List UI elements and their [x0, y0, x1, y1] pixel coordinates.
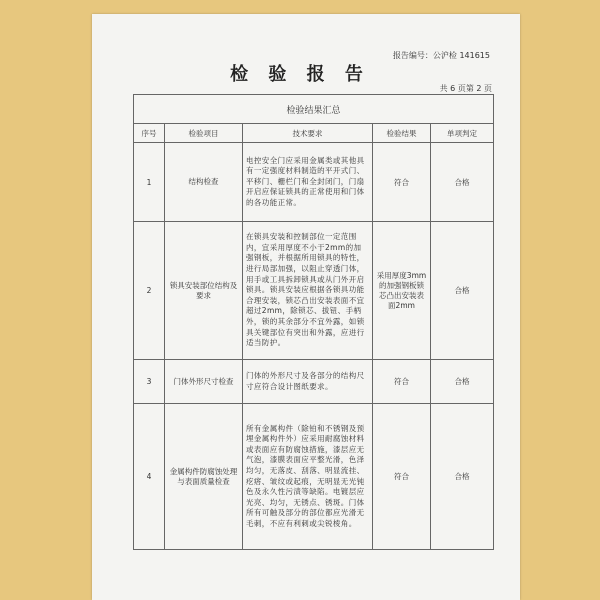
- item-verdict: 合格: [431, 222, 494, 360]
- row-number: 1: [134, 143, 165, 222]
- inspection-result: 符合: [373, 360, 431, 404]
- report-title: 检 验 报 告: [230, 64, 370, 85]
- inspection-result: 符合: [373, 143, 431, 222]
- column-header-requirement: 技术要求: [243, 124, 373, 143]
- inspection-item: 锁具安装部位结构及要求: [165, 222, 243, 360]
- column-header-result: 检验结果: [373, 124, 431, 143]
- inspection-item: 门体外形尺寸检查: [165, 360, 243, 404]
- item-verdict: 合格: [431, 360, 494, 404]
- table-row: [134, 404, 494, 550]
- table-caption: 检验结果汇总: [134, 95, 494, 124]
- inspection-item: 结构检查: [165, 143, 243, 222]
- inspection-item: 金属构件防腐蚀处理与表面质量检查: [165, 404, 243, 550]
- row-number: 4: [134, 404, 165, 550]
- technical-requirement: 电控安全门应采用金属类或其他具有一定强度材料制造的平开式门、平移门、栅栏门和全封闭门，门扇开启应保证锁具的正常使用和门体的各功能正常。: [243, 143, 373, 222]
- technical-requirement: 在锁具安装和控制部位一定范围内，宜采用厚度不小于2mm的加强钢板，并根据所用锁具的特性，进行局部加强，以阻止穿透门体，用手或工具拆卸锁具或从门外开启锁具。锁具安装应根据各锁具功能合理安装，锁芯凸出安装表面不宜超过2mm，除锁芯、拔钮、手柄外，锁的其余部分不宜外露，如锁具关键部位有突出和外露，应进行适当防护。: [243, 222, 373, 360]
- table-header-row: [134, 124, 494, 143]
- row-number: 3: [134, 360, 165, 404]
- item-verdict: 合格: [431, 143, 494, 222]
- inspection-result: 符合: [373, 404, 431, 550]
- page-counter: 共 6 页第 2 页: [439, 84, 492, 93]
- results-summary-table: [133, 94, 494, 550]
- inspection-result: 采用厚度3mm的加强钢板锁芯凸出安装表面2mm: [373, 222, 431, 360]
- column-header-no: 序号: [134, 124, 165, 143]
- row-number: 2: [134, 222, 165, 360]
- item-verdict: 合格: [431, 404, 494, 550]
- technical-requirement: 门体的外形尺寸及各部分的结构尺寸应符合设计图纸要求。: [243, 360, 373, 404]
- column-header-item: 检验项目: [165, 124, 243, 143]
- technical-requirement: 所有金属构件（除铂和不锈钢及预埋金属构件外）应采用耐腐蚀材料或表面应有防腐蚀措施，漆层应无气泡，漆膜表面应平整光滑，色泽均匀，无落皮、刮落、明显流挂、疙瘩、皱纹或起痕，无明显无光钝色及永久性污渍等缺陷。电镀层应光亮、均匀，无锈点、锈斑。门体所有可触及部分的部位都应光滑无毛刺，不应有利刺或尖锐棱角。: [243, 404, 373, 550]
- report-number: 报告编号：公沪检 141615: [392, 51, 490, 60]
- column-header-verdict: 单项判定: [431, 124, 494, 143]
- table-row: [134, 143, 494, 222]
- table-row: [134, 222, 494, 360]
- table-row: [134, 360, 494, 404]
